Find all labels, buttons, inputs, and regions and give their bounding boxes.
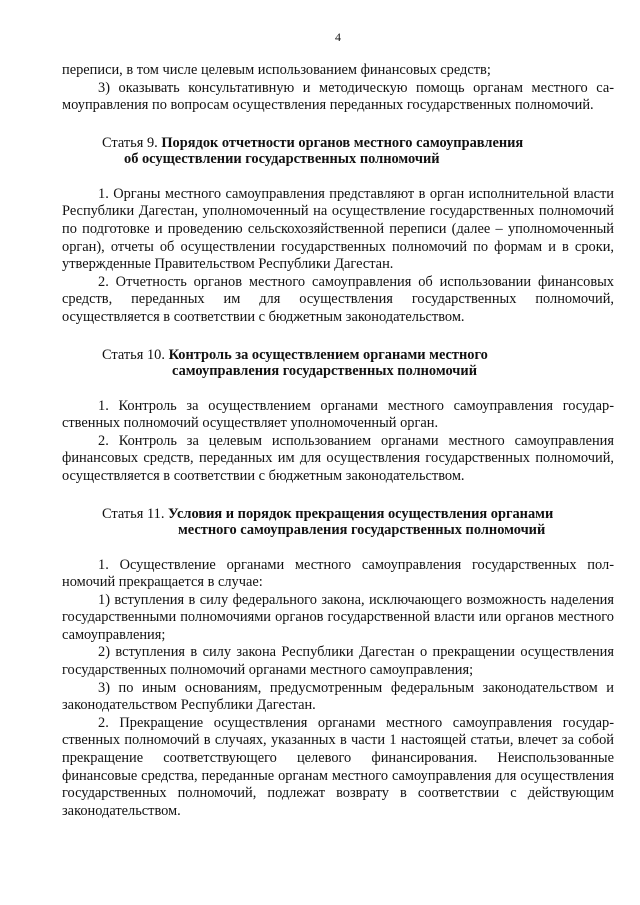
article-9-paragraph-2: 2. Отчетность органов местного самоуправления об использовании финансовых средств, переданных им для осуществления государственных полномочий, осуществляется в соответствии с бюджетным законодательством. bbox=[62, 273, 614, 325]
document-body bbox=[62, 62, 614, 820]
page-number: 4 bbox=[335, 30, 341, 44]
article-11-title-line-2: местного самоуправления государственных полномочий bbox=[178, 522, 546, 538]
article-9-paragraph-1: 1. Органы местного самоуправления представляют в орган исполнительной власти Республики Дагестан, уполномоченный на осуществление государственных полномочий по подготовке и проведению сельскохозяйственной переписи (далее – уполномоченный орган), отчеты об осуществлении государственных полномочий по формам и в сроки, утвержденные Правительством Республики Дагестан. bbox=[62, 185, 614, 273]
article-11-heading bbox=[62, 506, 614, 539]
article-11-item-2: 2) вступления в силу закона Республики Дагестан о прекращении осуществления государственных полномочий органами местного самоуправления; bbox=[62, 644, 614, 679]
article-11-paragraph-2: 2. Прекращение осуществления органами местного самоуправления государственных полномочий в случаях, указанных в части 1 настоящей статьи, влечет за собой прекращение соответствующего целевого финансирования. Неиспользованные финансовые средства, переданные органам местного самоуправления для осуществления государственных полномочий, подлежат возврату в соответствии с действующим законодательством. bbox=[62, 714, 614, 819]
article-10-title-line-2: самоуправления государственных полномочий bbox=[172, 363, 477, 380]
article-11-item-3: 3) по иным основаниям, предусмотренным федеральным законодательством и законодательством Республики Дагестан. bbox=[62, 679, 614, 714]
article-10-label: Статья 10. bbox=[102, 346, 165, 363]
article-9-title-line-2: об осуществлении государственных полномочий bbox=[124, 151, 440, 168]
article-9-label: Статья 9. bbox=[102, 134, 158, 151]
article-10-title-line-1: Контроль за осуществлением органами местного bbox=[168, 346, 488, 363]
article-9-title-line-1: Порядок отчетности органов местного самоуправления bbox=[161, 134, 524, 151]
article-11-paragraph-1: 1. Осуществление органами местного самоуправления государственных полномочий прекращается в случае: bbox=[62, 556, 614, 591]
article-11-item-1: 1) вступления в силу федерального закона, исключающего возможность наделения государственными полномочиями органов государственной власти или органов местного самоуправления; bbox=[62, 591, 614, 643]
article-10-paragraph-1: 1. Контроль за осуществлением органами местного самоуправления государственных полномочий осуществляет уполномоченный орган. bbox=[62, 397, 614, 432]
article-10-paragraph-2: 2. Контроль за целевым использованием органами местного самоуправления финансовых средств, переданных им для осуществления государственных полномочий, осуществляется в соответствии с бюджетным законодательством. bbox=[62, 432, 614, 484]
article-10-heading bbox=[62, 347, 614, 380]
article-11-title-line-1: Условия и порядок прекращения осуществления органами bbox=[168, 505, 554, 522]
paragraph-intro-item-3: 3) оказывать консультативную и методическую помощь органам местного самоуправления по вопросам осуществления переданных государственных полномочий. bbox=[62, 79, 614, 114]
article-11-label: Статья 11. bbox=[102, 505, 165, 522]
article-9-heading bbox=[62, 135, 614, 168]
paragraph-intro-continuation: переписи, в том числе целевым использованием финансовых средств; bbox=[62, 62, 491, 78]
